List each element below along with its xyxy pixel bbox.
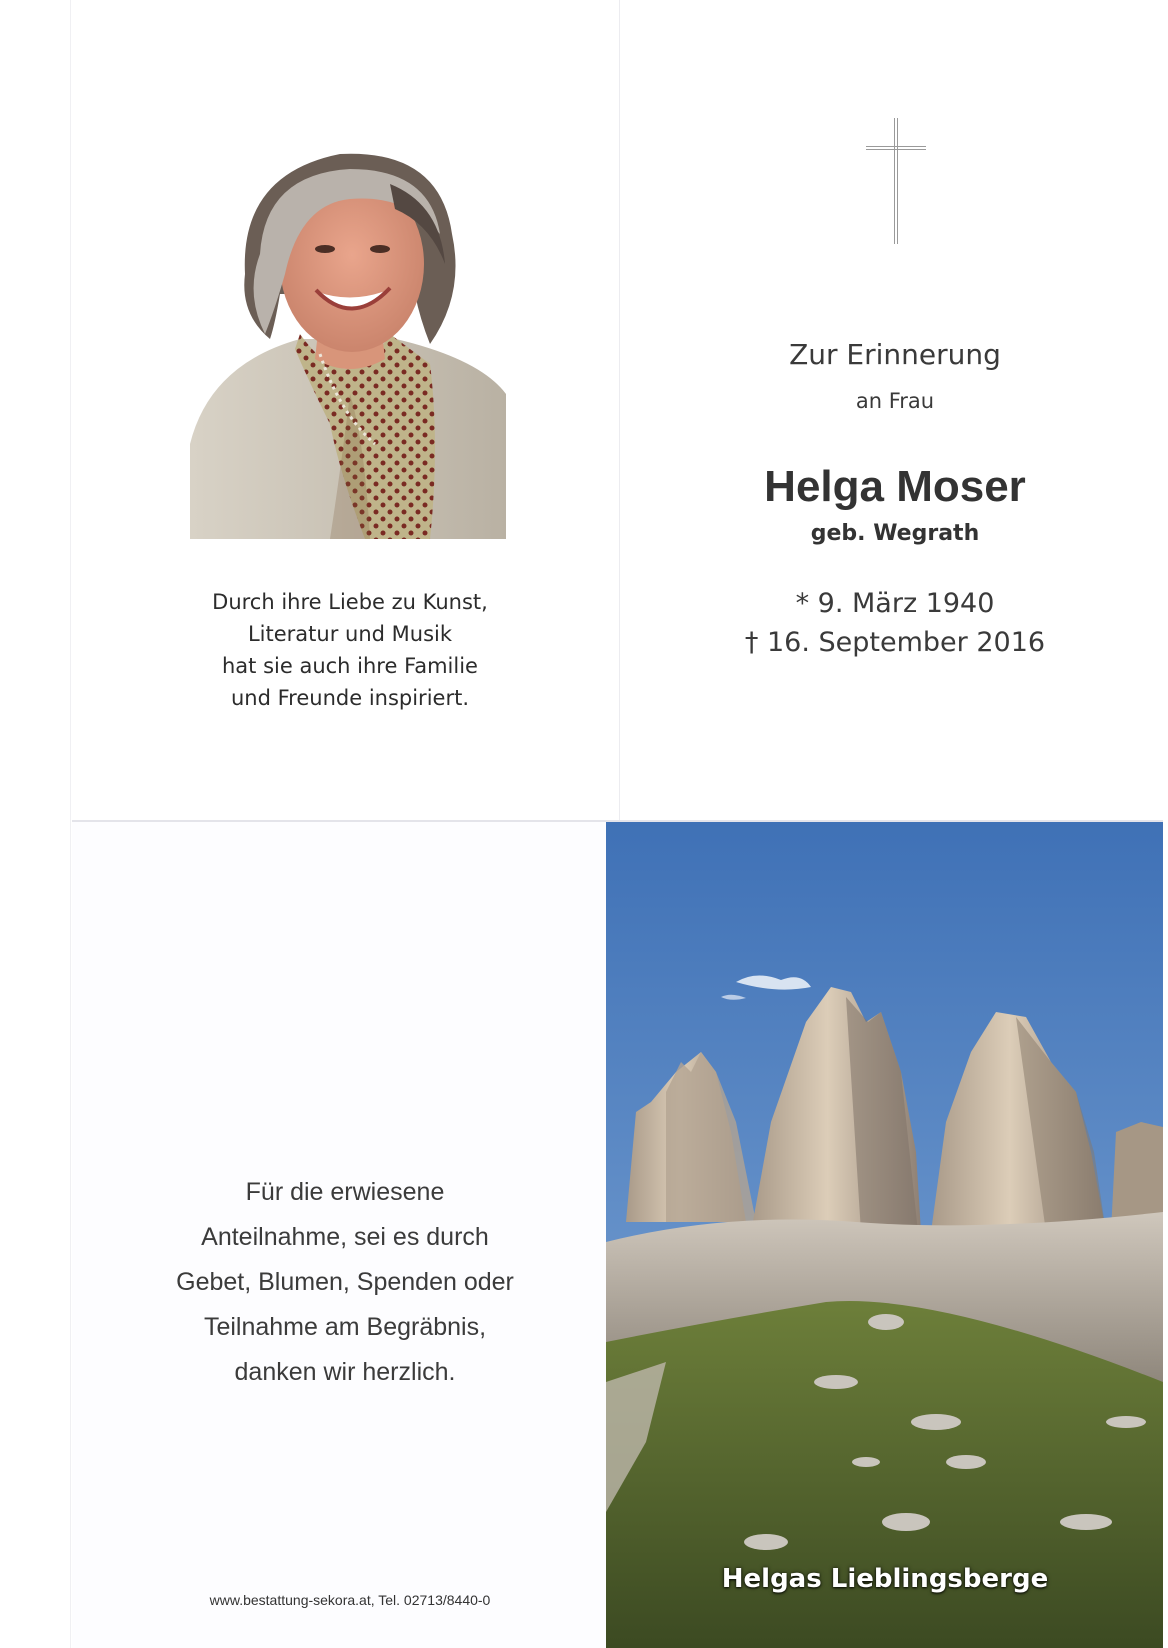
birth-date: * 9. März 1940 (795, 588, 995, 619)
thanks-line: danken wir herzlich. (234, 1358, 456, 1386)
card-edge (70, 0, 71, 1648)
thanks-line: Teilnahme am Begräbnis, (203, 1313, 487, 1341)
front-cover-photo (606, 822, 1163, 1648)
salutation: an Frau (855, 389, 935, 413)
cover-caption: Helgas Lieblingsberge (721, 1564, 1049, 1594)
death-date: † 16. September 2016 (744, 627, 1046, 658)
verse-line: Durch ihre Liebe zu Kunst, (212, 590, 488, 614)
deceased-name: Helga Moser (764, 462, 1026, 511)
thanks-line: Für die erwiesene (245, 1178, 445, 1206)
funeral-home-contact: www.bestattung-sekora.at, Tel. 02713/8440-0 (209, 1592, 491, 1608)
vertical-fold (619, 0, 620, 820)
memorial-verse (150, 586, 550, 714)
memory-heading: Zur Erinnerung (789, 338, 1001, 371)
maiden-name: geb. Wegrath (810, 521, 980, 546)
verse-line: und Freunde inspiriert. (231, 686, 469, 710)
verse-line: hat sie auch ihre Familie (222, 654, 478, 678)
thanks-text (120, 1170, 570, 1395)
cross-icon (866, 118, 926, 244)
verse-line: Literatur und Musik (247, 622, 453, 646)
portrait-photo (190, 144, 506, 539)
thanks-line: Gebet, Blumen, Spenden oder (176, 1268, 514, 1296)
thanks-line: Anteilnahme, sei es durch (201, 1223, 489, 1251)
